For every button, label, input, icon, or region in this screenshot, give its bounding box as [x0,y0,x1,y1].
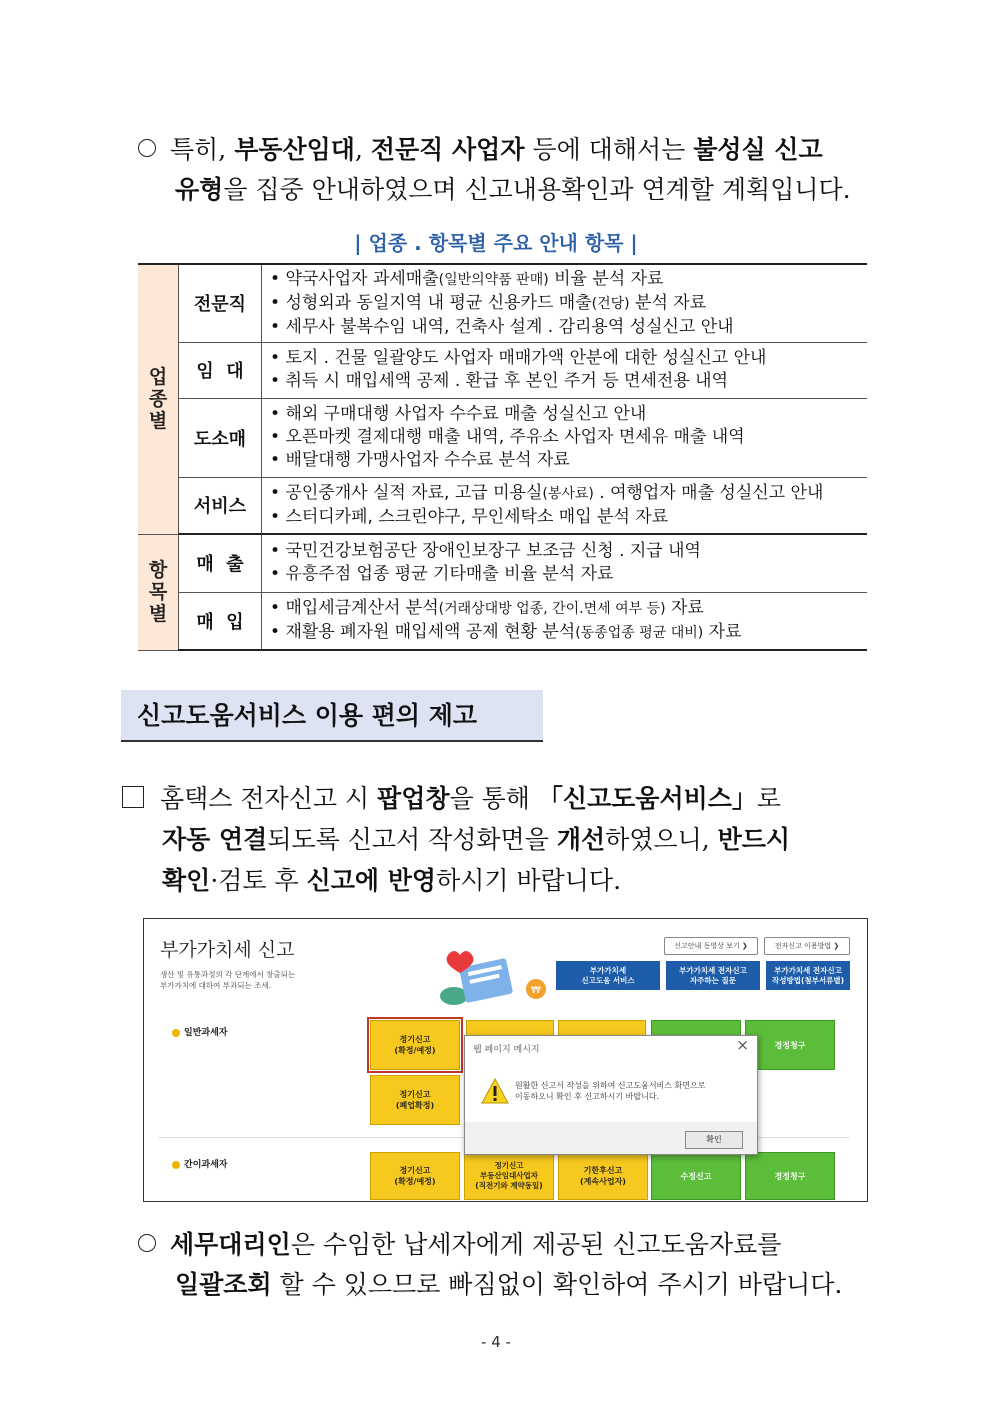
table-row [138,342,867,398]
table-row [138,534,867,592]
help-service-button[interactable]: 부가가치세 신고도움 서비스 [556,961,660,990]
agent-paragraph: 세무대리인은 수임한 납세자에게 제공된 신고도움자료를 일괄조회 할 수 있으므로 빠짐없이 확인하여 주시기 바랍니다. [138,1225,878,1305]
claim-button[interactable]: 경정청구 [745,1020,835,1070]
intro-paragraph: 특히, 부동산임대, 전문직 사업자 등에 대해서는 불성실 신고 유형을 집중 안내하였으며 신고내용확인과 연계할 계획입니다. [138,130,878,210]
simple-taxpayer-label: 간이과세자 [172,1157,227,1170]
category-cell: 매 입 [179,592,262,650]
category-cell: 전문직 [179,264,262,342]
dialog-message: 원활한 신고서 작성을 위하여 신고도움서비스 화면으로 이동하오니 확인 후 신고하시기 바랍니다. [515,1081,706,1101]
dialog-title: 웹 페이지 메시지 [473,1045,540,1055]
web-message-dialog [464,1035,758,1155]
hometax-screenshot [143,918,868,1202]
page-number: - 4 - [481,1333,511,1351]
circle-bullet-icon [138,139,156,157]
howto-button[interactable]: 부가가치세 전자신고 작성방법(첨부서류별) [766,961,850,990]
category-cell: 임 대 [179,342,262,398]
video-guide-button[interactable]: 신고안내 동영상 보기 ❯ [664,937,758,955]
guide-table [138,263,867,651]
category-cell: 서비스 [179,477,262,534]
table-row [138,592,867,650]
group-item: 항 목 별 [138,534,179,650]
screenshot-subtitle: 생산 및 유통과정의 각 단계에서 창출되는 부가가치에 대하여 부과되는 조세. [160,970,296,990]
general-taxpayer-label: 일반과세자 [172,1025,227,1038]
bullet-dot-icon [172,1029,180,1037]
warning-icon [481,1078,509,1104]
service-paragraph: 홈택스 전자신고 시 팝업창을 통해 「신고도움서비스」로 자동 연결되도록 신고서 작성화면을 개선하였으니, 반드시 확인·검토 후 신고에 반영하시기 바랍니다. [122,778,872,901]
category-cell: 매 출 [179,534,262,592]
category-cell: 도소매 [179,398,262,477]
regular-filing-button[interactable]: 정기신고 (확정/예정) [370,1020,460,1070]
section-heading: 신고도움서비스 이용 편의 제고 [121,690,543,742]
items-cell: • 해외 구매대행 사업자 수수료 매출 성실신고 안내 • 오픈마켓 결제대행 매출 내역, 주유소 사업자 면세유 매출 내역 • 배달대행 가맹사업자 수수료 분석 자료 [262,398,868,477]
table-title: | 업종 . 항목별 주요 안내 항목 | [354,231,638,255]
dialog-ok-button[interactable]: 확인 [685,1131,743,1149]
e-filing-guide-button[interactable]: 전자신고 이용방법 ❯ [764,937,850,955]
realestate-filing-button[interactable]: 정기신고 부동산임대사업자 (직전기와 계약동일) [464,1152,554,1200]
items-cell: • 공인중개사 실적 자료, 고급 미용실(봉사료) . 여행업자 매출 성실신고 안내 • 스터디카페, 스크린야구, 무인세탁소 매입 분석 자료 [262,477,868,534]
items-cell: • 매입세금계산서 분석(거래상대방 업종, 간이.면세 여부 등) 자료 • 재활용 폐자원 매입세액 공제 현황 분석(동종업종 평균 대비) 자료 [262,592,868,650]
simple-regular-filing-button[interactable]: 정기신고 (확정/예정) [370,1152,460,1200]
items-cell: • 토지 . 건물 일괄양도 사업자 매매가액 안분에 대한 성실신고 안내 • 취득 시 매입세액 공제 . 환급 후 본인 주거 등 면세전용 내역 [262,342,868,398]
screenshot-title: 부가가치세 신고 [160,939,295,961]
simple-claim-button[interactable]: 경정청구 [745,1152,835,1200]
items-cell: • 약국사업자 과세매출(일반의약품 판매) 비율 분석 자료 • 성형외과 동일지역 내 평균 신용카드 매출(건당) 분석 자료 • 세무사 불복수임 내역, 건축사 설계 . 감리용역 성실신고 안내 [262,264,868,342]
closure-filing-button[interactable]: 정기신고 (폐업확정) [370,1075,460,1125]
items-cell: • 국민건강보험공단 장애인보장구 보조금 신청 . 지급 내역 • 유흥주점 업종 평균 기타매출 비율 분석 자료 [262,534,868,592]
dialog-close-icon[interactable]: × [736,1036,749,1054]
square-bullet-icon [122,786,144,808]
simple-correction-button[interactable]: 수정신고 [651,1152,741,1200]
late-filing-button[interactable]: 기한후신고 (계속사업자) [558,1152,648,1200]
bullet-dot-icon [172,1161,180,1169]
group-industry: 업 종 별 [138,264,179,534]
faq-button[interactable]: 부가가치세 전자신고 자주하는 질문 [666,961,760,990]
svg-text:₩: ₩ [531,985,541,996]
document-illustration-icon [424,941,554,1011]
table-row [138,477,867,534]
table-row [138,264,867,342]
table-row [138,398,867,477]
circle-bullet-icon [138,1234,156,1252]
